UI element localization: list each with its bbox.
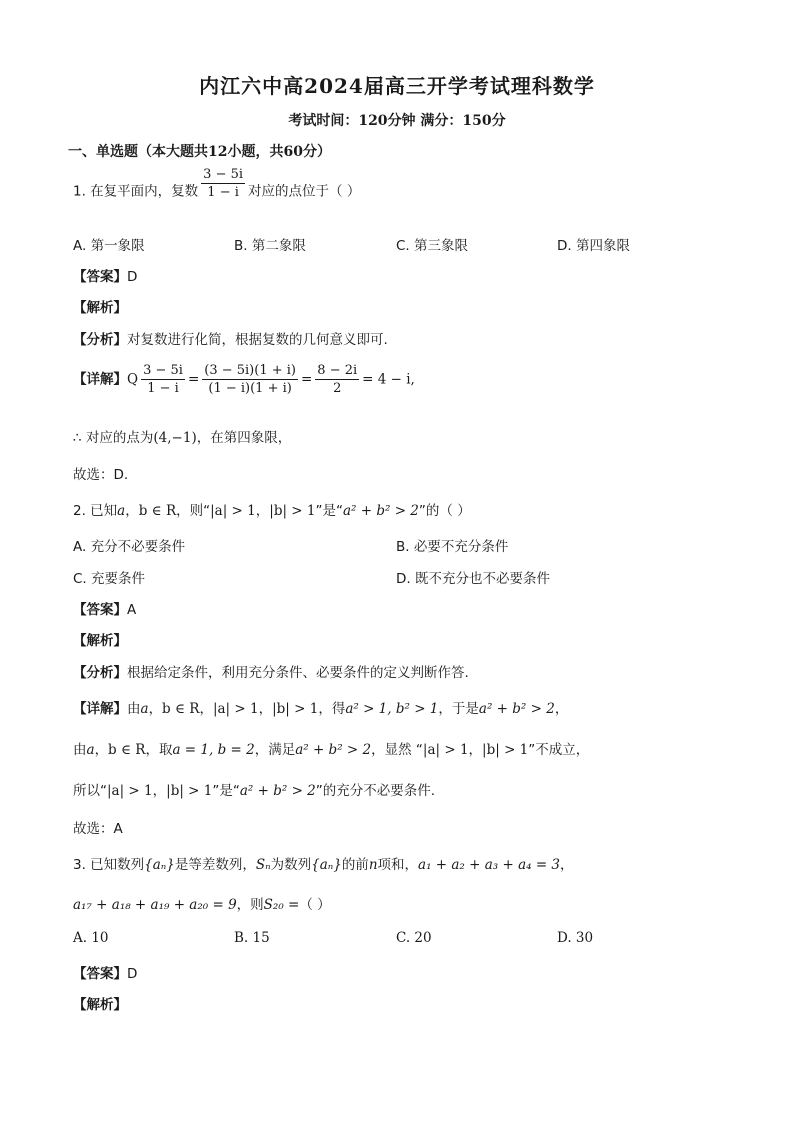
answer-tag: 【答案】: [73, 966, 127, 982]
text: 3. 已知数列: [73, 857, 145, 873]
q1-option-d: D. 第四象限: [557, 238, 630, 254]
q3-jiexi: 【解析】: [73, 997, 127, 1013]
text: ，: [560, 857, 574, 873]
q3-option-c: C. 20: [396, 930, 432, 946]
math: |b| > 1: [272, 701, 319, 717]
detail-fraction-3: [315, 362, 359, 397]
q3-option-b: B. 15: [234, 930, 270, 946]
text: 项和，: [377, 857, 419, 873]
q2-answer: [73, 598, 136, 618]
text: ，: [468, 742, 483, 758]
text: 所以“: [73, 783, 107, 799]
q2-stem-text: ”是“: [315, 503, 343, 519]
q2-detail-line-1: [73, 697, 568, 717]
q2-detail-line-2: [73, 738, 589, 758]
q1-frac-den: 1 − i: [207, 185, 239, 200]
frac-den: 1 − i: [147, 381, 179, 396]
text: ”不成立，: [528, 742, 590, 758]
math: |b| > 1: [482, 742, 529, 758]
detail-tag: 【详解】: [73, 371, 127, 388]
frac-num: 8 − 2i: [317, 363, 358, 378]
var-a: a: [117, 503, 126, 519]
q1-frac-num: 3 − 5i: [203, 167, 244, 182]
q3-answer: [73, 962, 137, 982]
q3-option-a: A. 10: [73, 930, 109, 946]
math: |a| > 1: [422, 742, 469, 758]
q2-math: |b| > 1: [269, 503, 316, 519]
text: （ ）: [299, 897, 331, 913]
q2-option-c: C. 充要条件: [73, 571, 146, 587]
math: a² + b² > 2: [239, 783, 316, 799]
math: ，b ∈ R，取: [94, 742, 173, 758]
q1-conclusion: [73, 426, 291, 446]
exam-info: 考试时间：120分钟 满分：150分: [288, 113, 506, 129]
math: |a| > 1: [212, 701, 259, 717]
detail-fraction-2: [202, 362, 298, 397]
text: 为数列: [270, 857, 312, 873]
answer-tag: 【答案】: [73, 269, 127, 285]
question-3-stem-line-1: [73, 853, 574, 873]
q1-option-a: A. 第一象限: [73, 238, 145, 254]
answer-value: D: [127, 269, 138, 285]
page-title: 内江六中高2024届高三开学考试理科数学: [199, 74, 595, 98]
frac-den: (1 − i)(1 + i): [208, 381, 292, 396]
q2-jiexi: 【解析】: [73, 633, 127, 649]
var-a: a: [86, 742, 95, 758]
frac-num: 3 − 5i: [143, 363, 183, 378]
q2-stem-text: ，: [255, 503, 270, 519]
q3-option-d: D. 30: [557, 930, 594, 946]
math: a₁₇ + a₁₈ + a₁₉ + a₂₀ = 9: [73, 897, 237, 913]
answer-value: D: [127, 966, 138, 982]
q1-fraction: [201, 166, 245, 201]
text: 由: [127, 701, 141, 717]
q2-final: 故选：A: [73, 821, 123, 837]
math: |b| > 1: [166, 783, 213, 799]
text: ，显然 “: [371, 742, 423, 758]
text: ，: [554, 701, 569, 717]
math: ，b ∈ R，: [148, 701, 213, 717]
math: a² + b² > 2: [295, 742, 372, 758]
frac-num: (3 − 5i)(1 + i): [204, 363, 296, 378]
q1-jiexi: 【解析】: [73, 300, 127, 316]
math: Sₙ: [255, 857, 271, 873]
q1-detail: 【详解】Q $\frac{3 - 5i}{1 - i}$ = $\frac{(3 - 5i)(1 + i)}{(1 - i)(1 + i)}$ = $\frac{8 - 2i}{2}$ = 4 − i,: [73, 363, 415, 396]
q2-stem-text: 2. 已知: [73, 503, 118, 519]
var-a: a: [140, 701, 149, 717]
q2-analysis: [73, 661, 469, 681]
q2-stem-text: ”的（ ）: [418, 503, 471, 519]
q2-math: b ∈ R: [138, 503, 177, 519]
math: |a| > 1: [107, 783, 153, 799]
q1-answer: [73, 265, 137, 285]
q2-option-a: A. 充分不必要条件: [73, 539, 186, 555]
math: S₂₀ =: [263, 897, 300, 913]
text: 的前: [341, 857, 369, 873]
frac-den: 2: [333, 381, 342, 396]
text: ”是“: [212, 783, 240, 799]
text: ，满足: [254, 742, 296, 758]
text: ，: [152, 783, 167, 799]
answer-tag: 【答案】: [73, 602, 127, 618]
math: a² > 1, b² > 1: [345, 701, 439, 717]
conclusion-pre: ∴ 对应的点为: [73, 430, 154, 446]
analysis-tag: 【分析】: [73, 332, 127, 348]
q2-math: a² + b² > 2: [343, 503, 419, 519]
detail-tag: 【详解】: [73, 701, 127, 717]
text: 由: [73, 742, 87, 758]
text: 是等差数列，: [174, 857, 256, 873]
detail-fraction-1: [141, 362, 185, 397]
q2-math: |a| > 1: [210, 503, 256, 519]
math: a² + b² > 2: [478, 701, 555, 717]
q2-option-d: D. 既不充分也不必要条件: [396, 571, 550, 587]
text: ，则: [236, 897, 264, 913]
q2-stem-text: ，则“: [176, 503, 211, 519]
analysis-tag: 【分析】: [73, 665, 127, 681]
math: {aₙ}: [144, 857, 175, 873]
answer-value: A: [127, 602, 137, 618]
q2-detail-line-3: [73, 779, 435, 799]
section-heading: 一、单选题（本大题共12小题，共60分）: [68, 144, 331, 160]
q1-option-b: B. 第二象限: [234, 238, 306, 254]
question-3-stem-line-2: [73, 893, 331, 913]
math: a = 1, b = 2: [172, 742, 255, 758]
question-2-stem: [73, 499, 471, 519]
text: ，: [258, 701, 273, 717]
text: ，得: [318, 701, 346, 717]
q1-suffix: 对应的点位于（ ）: [248, 183, 361, 200]
conclusion-post: ，在第四象限，: [196, 430, 292, 446]
analysis-text: 根据给定条件，利用充分条件、必要条件的定义判断作答.: [127, 665, 469, 681]
q1-option-c: C. 第三象限: [396, 238, 469, 254]
point-coordinates: (4,−1): [153, 430, 197, 446]
question-1-stem: [73, 167, 361, 209]
q1-final: 故选：D.: [73, 467, 129, 483]
text: ，于是: [438, 701, 479, 717]
math: {aₙ}: [311, 857, 342, 873]
q1-prefix: 1. 在复平面内，复数: [73, 183, 199, 200]
q2-stem-text: ，: [125, 503, 139, 519]
text: ”的充分不必要条件.: [315, 783, 436, 799]
math: a₁ + a₂ + a₃ + a₄ = 3: [418, 857, 561, 873]
math: n: [368, 857, 378, 873]
detail-result: = 4 − i,: [362, 371, 415, 388]
analysis-text: 对复数进行化简，根据复数的几何意义即可.: [127, 332, 388, 348]
q-symbol: Q: [127, 371, 139, 388]
q2-option-b: B. 必要不充分条件: [396, 539, 509, 555]
q1-analysis: [73, 328, 388, 348]
